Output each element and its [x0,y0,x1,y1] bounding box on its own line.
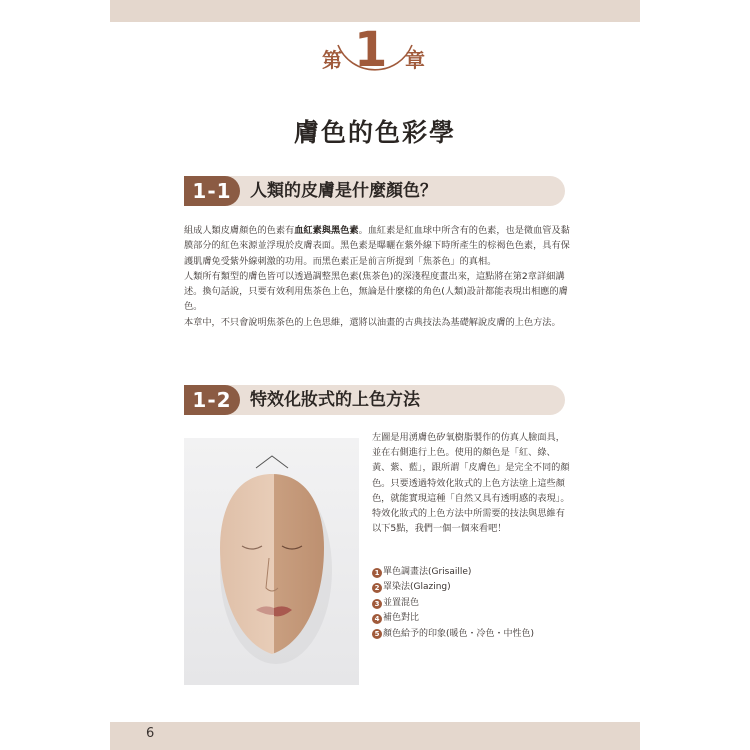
list-item-label: 顏色給予的印象(暖色・冷色・中性色) [383,628,535,639]
mask-photo [184,438,359,685]
list-item-label: 罩染法(Glazing) [383,582,451,593]
chapter-number: 1 [354,22,388,78]
number-badge: 3 [372,599,382,609]
section-number: 1-1 [184,176,240,206]
section-body [184,223,574,330]
text-run: 組成人類皮膚顏色的色素有 [184,225,295,236]
list-item-label: 單色調畫法(Grisaille) [383,567,472,577]
page-number: 6 [146,726,155,741]
number-badge: 5 [372,629,382,639]
paragraph: 本章中，不只會說明焦茶色的上色思維，還將以油畫的古典技法為基礎解說皮膚的上色方法。 [184,316,561,328]
bottom-decor-bar [110,722,640,750]
technique-list [372,565,572,642]
section-title: 人類的皮膚是什麼顏色？ [250,181,437,201]
bold-text: 血紅素與黑色素 [294,225,359,236]
chapter-suffix: 章 [405,48,425,72]
section-title: 特效化妝式的上色方法 [250,390,420,410]
list-item-label: 並置混色 [383,597,420,608]
text-run: 。血紅素是紅血球中所含有的色素，也是微血管及黏膜部分的紅色來源並浮現於皮膚表面。黑色素是曝曬在紫外線下時所產生的棕褐色色素，具有保護肌膚免受紫外線刺激的功用。而黑色素正是前言所提到「焦茶色」的真相。 [184,225,570,267]
number-badge: 2 [372,583,382,593]
list-item [372,627,572,642]
list-item [372,611,572,626]
list-item [372,580,572,595]
number-badge: 1 [372,568,382,578]
list-item-label: 補色對比 [383,613,420,624]
chapter-title: 膚色的色彩學 [293,118,456,147]
paragraph: 左圖是用湧膚色矽氧樹脂製作的仿真人臉面具，並在右側進行上色。使用的顏色是「紅、綠、黃、紫、藍」，跟所謂「皮膚色」是完全不同的顏色。只要透過特效化妝式的上色方法塗上這些顏色，就能實現這種「自然又具有透明感的表現」。 [372,432,570,504]
paragraph: 特效化妝式的上色方法中所需要的技法與思維有以下5點，我們一個一個來看吧！ [372,508,565,535]
number-badge: 4 [372,614,382,624]
chapter-prefix: 第 [322,48,342,72]
paragraph [184,223,574,269]
section-number: 1-2 [184,385,240,415]
section-body [372,430,572,536]
paragraph: 人類所有類型的膚色皆可以透過調整黑色素(焦茶色)的深淺程度畫出來，這點將在第2章詳細講述。換句話說，只要有效利用焦茶色上色，無論是什麼樣的角色(人類)設計都能表現出相應的膚色。 [184,270,568,313]
list-item [372,596,572,611]
list-item [372,565,572,580]
